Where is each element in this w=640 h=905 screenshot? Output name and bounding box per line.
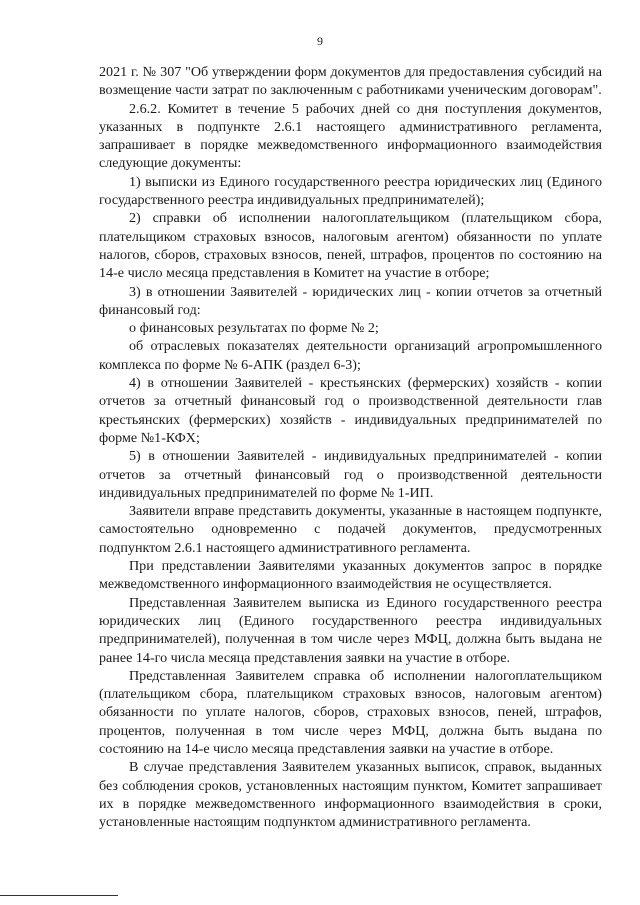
paragraph: Представленная Заявителем справка об исполнении налогоплательщиком (плательщиком сбора, плательщиком страховых взносов, налоговым агентом) обязанности по уплате налогов, сборов, страховых взносов, пеней, штрафов, процентов, полученная в том числе через МФЦ, должна быть выдана по состоянию на 14-е число месяца представления заявки на участие в отборе. [99,667,602,757]
paragraph: о финансовых результатах по форме № 2; [129,320,379,337]
paragraph: 3) в отношении Заявителей - юридических лиц - копии отчетов за отчетный финансовый год: [99,283,602,318]
paragraph: 2021 г. № 307 "Об утверждении форм документов для предоставления субсидий на возмещение части затрат по заключенным с работниками ученическим договорам". [99,64,602,99]
paragraph: 5) в отношении Заявителей - индивидуальных предпринимателей - копии отчетов за отчетный финансовый год о производственной деятельности индивидуальных предпринимателей по форме № 1-ИП. [99,448,602,501]
footer-rule [0,895,118,896]
paragraph: Заявители вправе представить документы, указанные в настоящем подпункте, самостоятельно одновременно с подачей документов, предусмотренных подпунктом 2.6.1 настоящего административного регламента. [99,503,602,556]
paragraph: 2.6.2. Комитет в течение 5 рабочих дней со дня поступления документов, указанных в подпункте 2.6.1 настоящего административного регламента, запрашивает в порядке межведомственного информационного взаимодействия следующие документы: [99,100,602,172]
document-body [99,63,602,831]
paragraph: 4) в отношении Заявителей - крестьянских (фермерских) хозяйств - копии отчетов за отчетный финансовый год о производственной деятельности глав крестьянских (фермерских) хозяйств - индивидуальных предпринимателей по форме №1-КФХ; [99,375,602,446]
paragraph: Представленная Заявителем выписка из Единого государственного реестра юридических лиц (Единого государственного реестра индивидуальных предпринимателей), полученная в том числе через МФЦ, должна быть выдана не ранее 14-го числа месяца представления заявки на участие в отборе. [99,594,602,666]
paragraph: В случае представления Заявителем указанных выписок, справок, выданных без соблюдения сроков, установленных настоящим пунктом, Комитет запрашивает их в порядке межведомственного информационного взаимодействия в сроки, установленные настоящим подпунктом административного регламента. [99,759,602,831]
paragraph: 1) выписки из Единого государственного реестра юридических лиц (Единого государственного реестра индивидуальных предпринимателей); [99,173,602,209]
paragraph: об отраслевых показателях деятельности организаций агропромышленного комплекса по форме № 6-АПК (раздел 6-3); [99,338,602,373]
paragraph: 2) справки об исполнении налогоплательщиком (плательщиком сбора, плательщиком страховых взносов, налоговым агентом) обязанности по уплате налогов, сборов, страховых взносов, пеней, штрафов, процентов по состоянию на 14-е число месяца представления в Комитет на участие в отборе; [99,210,602,282]
page-number: 9 [317,34,323,48]
paragraph: При представлении Заявителями указанных документов запрос в порядке межведомственного информационного взаимодействия не осуществляется. [99,558,602,593]
